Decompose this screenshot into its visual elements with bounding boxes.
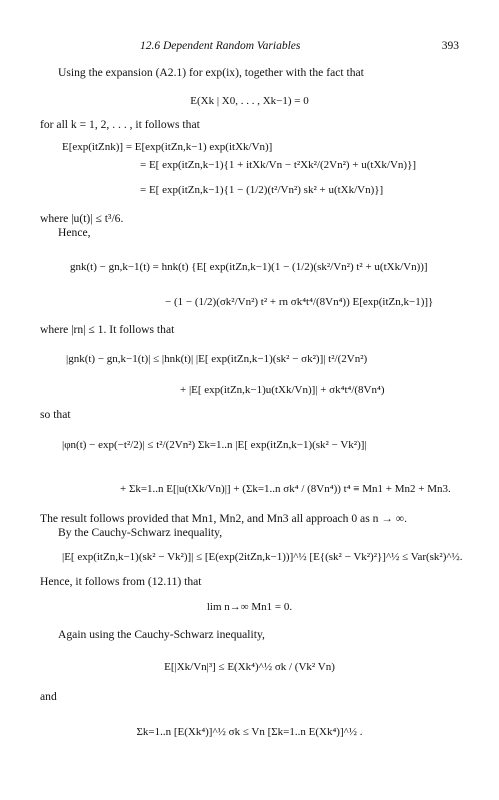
text-line: Using the expansion (A2.1) for exp(ix), together with the fact that: [58, 66, 364, 79]
equation: E(Xk | X0, . . . , Xk−1) = 0: [190, 95, 309, 107]
equation: = E[ exp(itZn,k−1){1 + itXk/Vn − t²Xk²/(2Vn²) + u(tXk/Vn)}]: [140, 159, 417, 171]
equation: + Σk=1..n E[|u(tXk/Vn)|] + (Σk=1..n σk⁴ / (8Vn⁴)) t⁴ ≡ Mn1 + Mn2 + Mn3.: [120, 483, 451, 495]
text-line: and: [40, 690, 57, 703]
equation: Σk=1..n [E(Xk⁴)]^½ σk ≤ Vn [Σk=1..n E(Xk⁴)]^½ .: [136, 726, 363, 738]
text-line: where |rn| ≤ 1. It follows that: [40, 323, 175, 336]
page-number: 393: [441, 40, 459, 52]
running-header: 12.6 Dependent Random Variables: [140, 40, 301, 52]
text-line: Again using the Cauchy-Schwarz inequality,: [58, 628, 265, 641]
text-line: Hence, it follows from (12.11) that: [40, 575, 202, 588]
equation: E[exp(itZnk)] = E[exp(itZn,k−1) exp(itXk/Vn)]: [62, 141, 273, 153]
equation: E[|Xk/Vn|³] ≤ E(Xk⁴)^½ σk / (Vk² Vn): [164, 661, 335, 673]
equation: = E[ exp(itZn,k−1){1 − (1/2)(t²/Vn²) sk² + u(tXk/Vn)}]: [140, 184, 384, 196]
equation: + |E[ exp(itZn,k−1)u(tXk/Vn)]| + σk⁴t⁴/(8Vn⁴): [180, 384, 385, 396]
equation: |φn(t) − exp(−t²/2)| ≤ t²/(2Vn²) Σk=1..n |E[ exp(itZn,k−1)(sk² − Vk²)]|: [62, 439, 367, 451]
equation: |gnk(t) − gn,k−1(t)| ≤ |hnk(t)| |E[ exp(itZn,k−1)(sk² − σk²)]| t²/(2Vn²): [66, 353, 368, 365]
equation: |E[ exp(itZn,k−1)(sk² − Vk²)]| ≤ [E(exp(2itZn,k−1))]^½ [E{(sk² − Vk²)²}]^½ ≤ Var(sk²)^½.: [62, 551, 463, 563]
text-line: for all k = 1, 2, . . . , it follows that: [40, 118, 200, 131]
text-line: where |u(t)| ≤ t³/6.: [40, 212, 124, 225]
equation: lim n→∞ Mn1 = 0.: [206, 601, 293, 613]
text-line: By the Cauchy-Schwarz inequality,: [58, 526, 223, 539]
text-line: so that: [40, 408, 71, 421]
equation: gnk(t) − gn,k−1(t) = hnk(t) {E[ exp(itZn,k−1)(1 − (1/2)(sk²/Vn²) t² + u(tXk/Vn))]: [70, 261, 428, 273]
text-line: Hence,: [58, 226, 91, 239]
text-line: The result follows provided that Mn1, Mn2, and Mn3 all approach 0 as n → ∞.: [40, 512, 407, 525]
equation: − (1 − (1/2)(σk²/Vn²) t² + rn σk⁴t⁴/(8Vn⁴)) E[exp(itZn,k−1)]}: [165, 296, 434, 308]
